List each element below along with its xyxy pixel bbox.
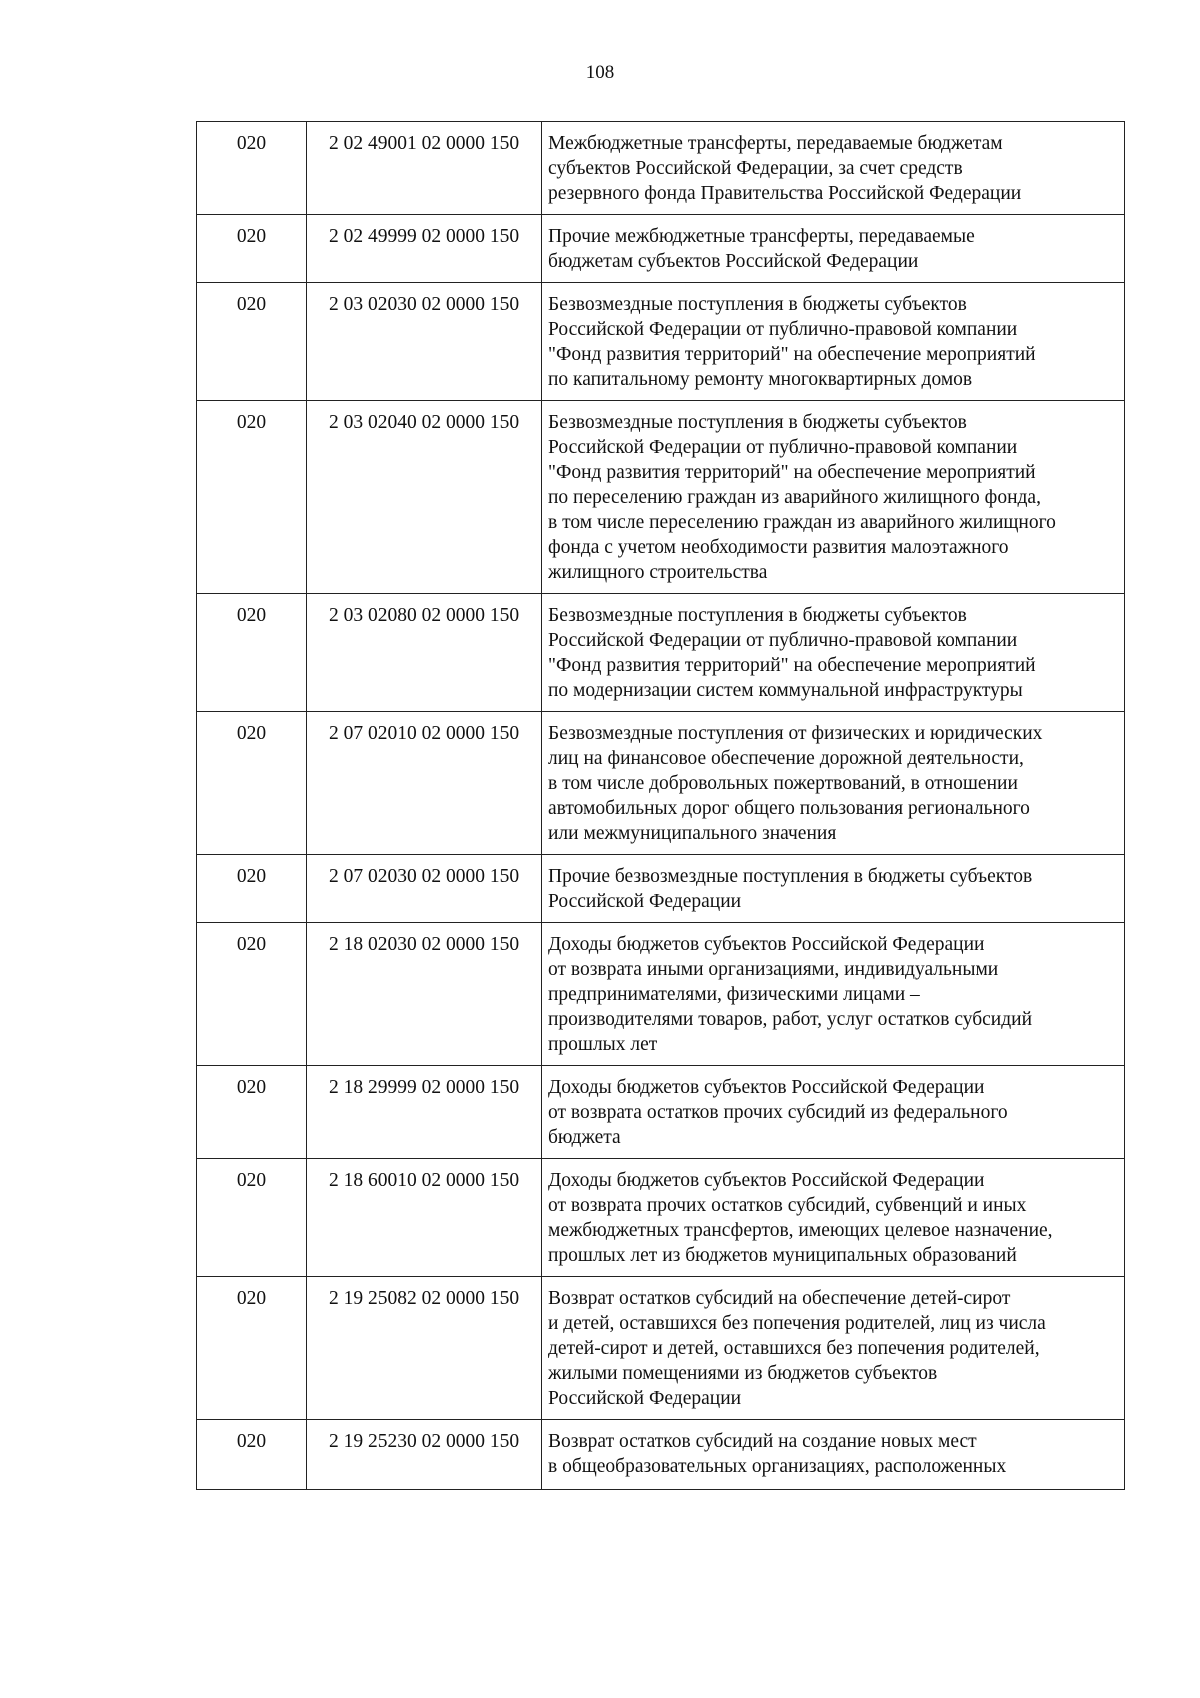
description-line: и детей, оставшихся без попечения родителей, лиц из числа <box>548 1313 1046 1334</box>
revenue-description-cell <box>542 1420 1125 1490</box>
revenue-description-cell <box>542 283 1125 401</box>
description-line: предпринимателями, физическими лицами – <box>548 984 920 1005</box>
description-line: по капитальному ремонту многоквартирных домов <box>548 369 973 390</box>
page-number: 108 <box>585 62 615 83</box>
table-row <box>197 1066 1125 1159</box>
description-line: по переселению граждан из аварийного жилищного фонда, <box>548 487 1041 508</box>
admin-code-cell: 020 <box>197 712 307 855</box>
budget-classification-code-cell: 2 03 02040 02 0000 150 <box>307 401 542 594</box>
budget-classification-code-cell: 2 18 02030 02 0000 150 <box>307 923 542 1066</box>
description-line: от возврата иными организациями, индивидуальными <box>548 959 999 980</box>
description-line: Российской Федерации от публично-правовой компании <box>548 630 1018 651</box>
admin-code-cell: 020 <box>197 1066 307 1159</box>
revenue-description-cell <box>542 855 1125 923</box>
admin-code-cell: 020 <box>197 283 307 401</box>
admin-code-cell: 020 <box>197 401 307 594</box>
revenue-description-cell <box>542 401 1125 594</box>
revenue-description-cell <box>542 1159 1125 1277</box>
revenue-description-cell <box>542 1066 1125 1159</box>
description-line: "Фонд развития территорий" на обеспечение мероприятий <box>548 655 1036 676</box>
description-line: Безвозмездные поступления от физических и юридических <box>548 723 1043 744</box>
admin-code-cell: 020 <box>197 215 307 283</box>
budget-classification-code-cell: 2 19 25082 02 0000 150 <box>307 1277 542 1420</box>
budget-classification-code-cell: 2 18 60010 02 0000 150 <box>307 1159 542 1277</box>
admin-code-cell: 020 <box>197 122 307 215</box>
description-line: жилыми помещениями из бюджетов субъектов <box>548 1363 938 1384</box>
table-row <box>197 923 1125 1066</box>
admin-code-cell: 020 <box>197 923 307 1066</box>
budget-classification-code-cell: 2 07 02010 02 0000 150 <box>307 712 542 855</box>
description-line: от возврата остатков прочих субсидий из федерального <box>548 1102 1008 1123</box>
description-line: в том числе переселению граждан из аварийного жилищного <box>548 512 1056 533</box>
admin-code-cell: 020 <box>197 1159 307 1277</box>
description-line: Межбюджетные трансферты, передаваемые бюджетам <box>548 133 1003 154</box>
description-line: Возврат остатков субсидий на обеспечение детей-сирот <box>548 1288 1011 1309</box>
description-line: Российской Федерации <box>548 891 742 912</box>
description-line: резервного фонда Правительства Российской Федерации <box>548 183 1022 204</box>
description-line: Российской Федерации от публично-правовой компании <box>548 437 1018 458</box>
admin-code-cell: 020 <box>197 855 307 923</box>
table-row <box>197 283 1125 401</box>
description-line: Безвозмездные поступления в бюджеты субъектов <box>548 412 967 433</box>
table-row <box>197 855 1125 923</box>
description-line: Безвозмездные поступления в бюджеты субъектов <box>548 294 967 315</box>
table-row <box>197 1159 1125 1277</box>
description-line: фонда с учетом необходимости развития малоэтажного <box>548 537 1009 558</box>
description-line: Доходы бюджетов субъектов Российской Федерации <box>548 1077 985 1098</box>
table-row <box>197 594 1125 712</box>
table-row <box>197 401 1125 594</box>
description-line: субъектов Российской Федерации, за счет средств <box>548 158 963 179</box>
description-line: Прочие межбюджетные трансферты, передаваемые <box>548 226 975 247</box>
revenue-description-cell <box>542 712 1125 855</box>
description-line: в том числе добровольных пожертвований, в отношении <box>548 773 1018 794</box>
description-line: Возврат остатков субсидий на создание новых мест <box>548 1431 977 1452</box>
description-line: бюджета <box>548 1127 621 1148</box>
description-line: в общеобразовательных организациях, расположенных <box>548 1456 1007 1477</box>
budget-classification-code-cell: 2 03 02080 02 0000 150 <box>307 594 542 712</box>
admin-code-cell: 020 <box>197 1277 307 1420</box>
description-line: "Фонд развития территорий" на обеспечение мероприятий <box>548 462 1036 483</box>
admin-code-cell: 020 <box>197 594 307 712</box>
description-line: Прочие безвозмездные поступления в бюджеты субъектов <box>548 866 1033 887</box>
admin-code-cell: 020 <box>197 1420 307 1490</box>
description-line: от возврата прочих остатков субсидий, субвенций и иных <box>548 1195 1027 1216</box>
table-row <box>197 1277 1125 1420</box>
table-row <box>197 122 1125 215</box>
budget-classification-code-cell: 2 02 49999 02 0000 150 <box>307 215 542 283</box>
description-line: Безвозмездные поступления в бюджеты субъектов <box>548 605 967 626</box>
description-line: лиц на финансовое обеспечение дорожной деятельности, <box>548 748 1024 769</box>
description-line: автомобильных дорог общего пользования регионального <box>548 798 1030 819</box>
description-line: "Фонд развития территорий" на обеспечение мероприятий <box>548 344 1036 365</box>
budget-codes-table <box>196 121 1125 1490</box>
description-line: по модернизации систем коммунальной инфраструктуры <box>548 680 1023 701</box>
budget-classification-code-cell: 2 02 49001 02 0000 150 <box>307 122 542 215</box>
table-row <box>197 1420 1125 1490</box>
revenue-description-cell <box>542 923 1125 1066</box>
revenue-description-cell <box>542 122 1125 215</box>
revenue-description-cell <box>542 1277 1125 1420</box>
description-line: жилищного строительства <box>548 562 768 583</box>
description-line: производителями товаров, работ, услуг остатков субсидий <box>548 1009 1033 1030</box>
description-line: Доходы бюджетов субъектов Российской Федерации <box>548 1170 985 1191</box>
revenue-description-cell <box>542 594 1125 712</box>
budget-classification-code-cell: 2 19 25230 02 0000 150 <box>307 1420 542 1490</box>
revenue-description-cell <box>542 215 1125 283</box>
table-body <box>197 122 1125 1490</box>
description-line: прошлых лет <box>548 1034 658 1055</box>
description-line: или межмуниципального значения <box>548 823 837 844</box>
budget-classification-code-cell: 2 03 02030 02 0000 150 <box>307 283 542 401</box>
budget-classification-code-cell: 2 07 02030 02 0000 150 <box>307 855 542 923</box>
description-line: межбюджетных трансфертов, имеющих целевое назначение, <box>548 1220 1053 1241</box>
table-row <box>197 712 1125 855</box>
description-line: бюджетам субъектов Российской Федерации <box>548 251 919 272</box>
budget-classification-code-cell: 2 18 29999 02 0000 150 <box>307 1066 542 1159</box>
table-row <box>197 215 1125 283</box>
description-line: Доходы бюджетов субъектов Российской Федерации <box>548 934 985 955</box>
description-line: прошлых лет из бюджетов муниципальных образований <box>548 1245 1017 1266</box>
description-line: Российской Федерации от публично-правовой компании <box>548 319 1018 340</box>
description-line: детей-сирот и детей, оставшихся без попечения родителей, <box>548 1338 1040 1359</box>
description-line: Российской Федерации <box>548 1388 742 1409</box>
